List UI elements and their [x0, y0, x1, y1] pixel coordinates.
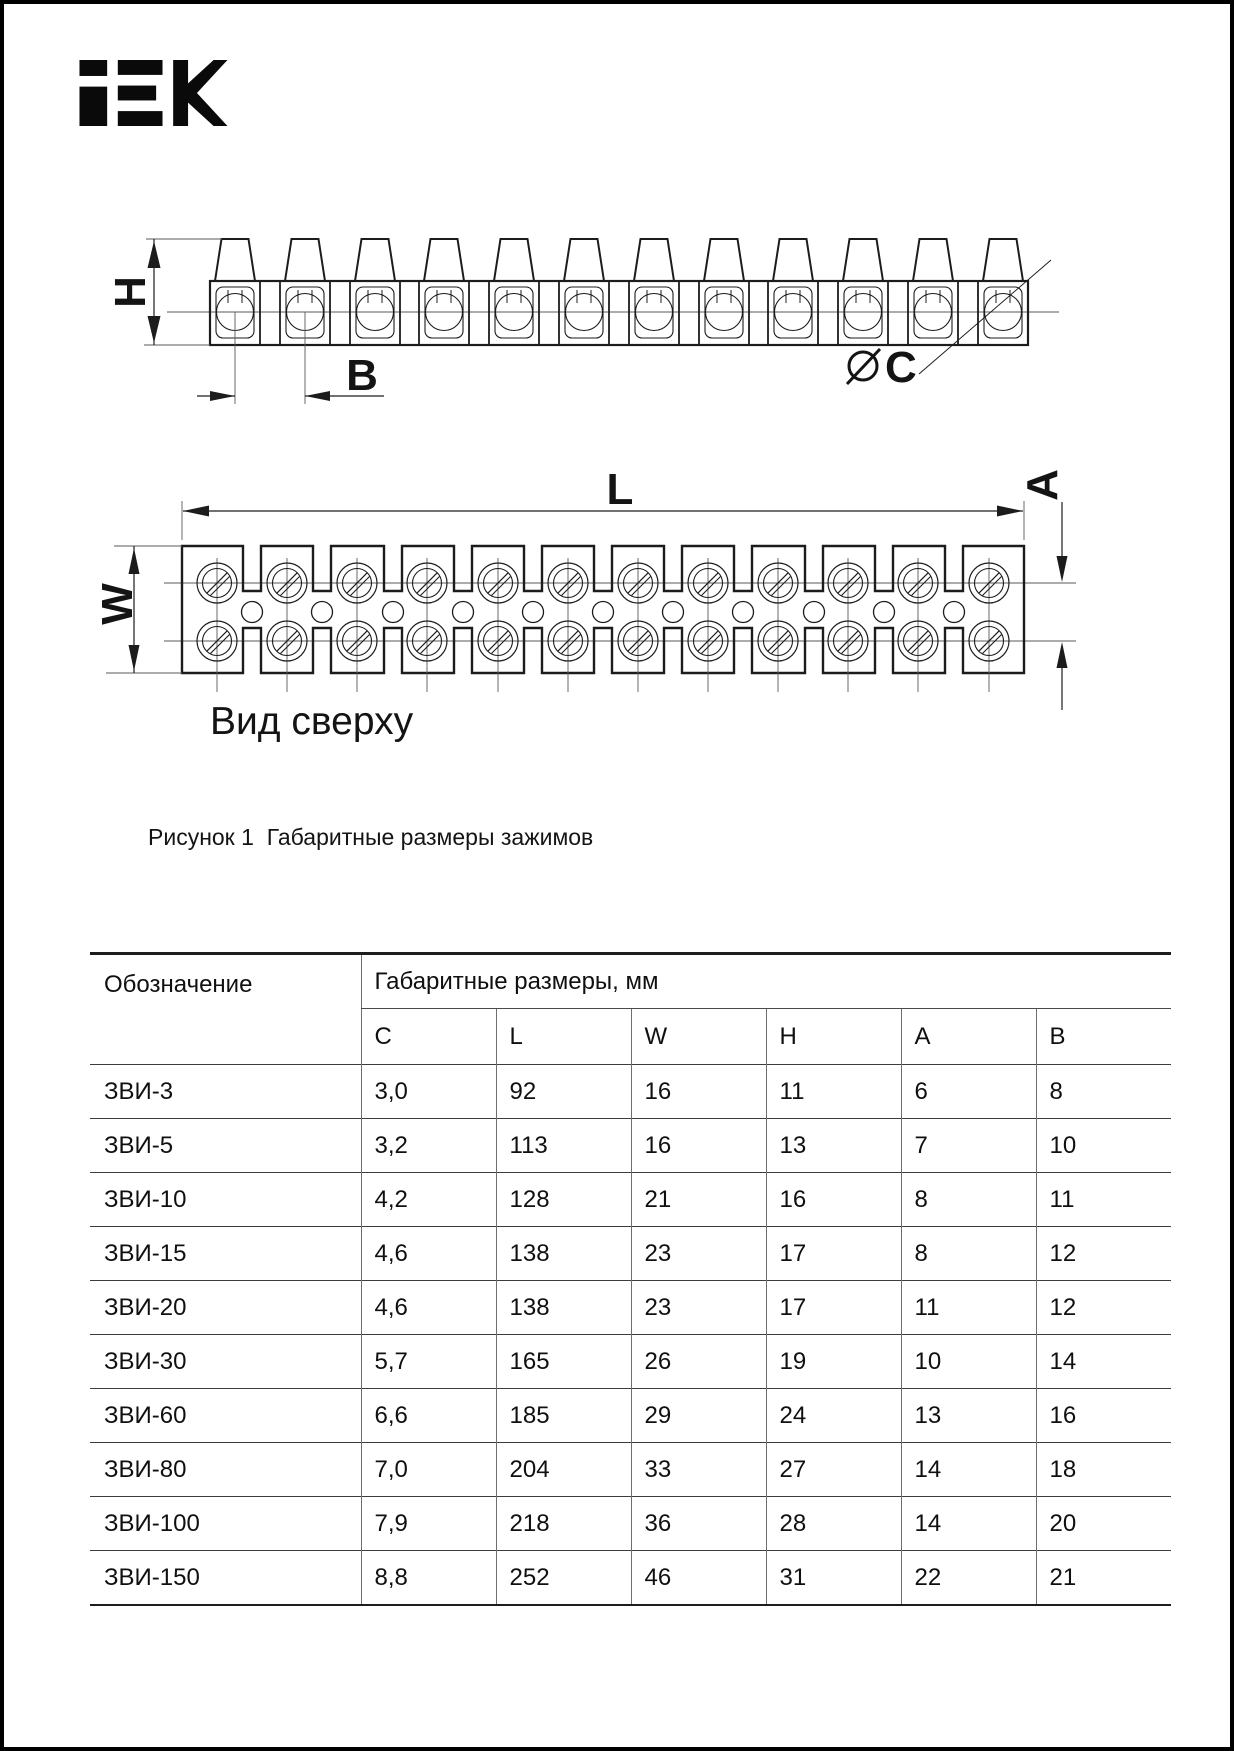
- terminal-strip-body: [210, 281, 1028, 345]
- cell-W: 21: [631, 1173, 766, 1227]
- cell-B: 20: [1036, 1497, 1171, 1551]
- wire-holes: [242, 602, 965, 623]
- table-row: [90, 1335, 1171, 1389]
- table-row: [90, 1173, 1171, 1227]
- cell-H: 11: [766, 1065, 901, 1119]
- dim-C: [847, 260, 1051, 392]
- terminal-unit: [838, 239, 888, 345]
- cell-B: 12: [1036, 1227, 1171, 1281]
- cell-H: 13: [766, 1119, 901, 1173]
- cell-B: 14: [1036, 1335, 1171, 1389]
- cell-C: 4,6: [361, 1227, 496, 1281]
- cell-C: 6,6: [361, 1389, 496, 1443]
- cell-L: 252: [496, 1551, 631, 1606]
- top-view: [93, 465, 1076, 743]
- dim-label-C: C: [885, 343, 917, 392]
- column-group-header: Габаритные размеры, мм: [361, 954, 1171, 1009]
- figure-caption: Рисунок 1 Габаритные размеры зажимов: [148, 824, 594, 850]
- cell-W: 46: [631, 1551, 766, 1606]
- column-header-L: L: [496, 1009, 631, 1065]
- terminal-unit: [699, 239, 749, 345]
- dim-label-W: W: [93, 583, 142, 625]
- cell-W: 36: [631, 1497, 766, 1551]
- dim-label-L: L: [606, 465, 634, 514]
- cell-designation: ЗВИ-3: [90, 1065, 361, 1119]
- cell-W: 23: [631, 1227, 766, 1281]
- cell-designation: ЗВИ-5: [90, 1119, 361, 1173]
- cell-designation: ЗВИ-60: [90, 1389, 361, 1443]
- dim-W: [93, 546, 182, 673]
- table-row: [90, 1389, 1171, 1443]
- dim-label-B: B: [346, 351, 378, 400]
- terminal-unit: [489, 239, 539, 345]
- cell-W: 33: [631, 1443, 766, 1497]
- cell-A: 14: [901, 1497, 1036, 1551]
- cell-W: 26: [631, 1335, 766, 1389]
- cell-C: 5,7: [361, 1335, 496, 1389]
- table-row: [90, 1443, 1171, 1497]
- cell-A: 22: [901, 1551, 1036, 1606]
- cell-L: 204: [496, 1443, 631, 1497]
- terminal-unit: [559, 239, 609, 345]
- cell-H: 16: [766, 1173, 901, 1227]
- cell-designation: ЗВИ-80: [90, 1443, 361, 1497]
- cell-H: 17: [766, 1281, 901, 1335]
- column-header-C: C: [361, 1009, 496, 1065]
- terminal-unit: [978, 239, 1028, 345]
- column-header-B: B: [1036, 1009, 1171, 1065]
- table-header-row-1: [90, 954, 1171, 1009]
- cell-B: 18: [1036, 1443, 1171, 1497]
- table-row: [90, 1281, 1171, 1335]
- cell-C: 3,0: [361, 1065, 496, 1119]
- cell-L: 113: [496, 1119, 631, 1173]
- terminal-unit: [350, 239, 400, 345]
- cell-L: 138: [496, 1227, 631, 1281]
- top-view-label: Вид сверху: [210, 700, 414, 743]
- cell-H: 27: [766, 1443, 901, 1497]
- table-row: [90, 1227, 1171, 1281]
- table-row: [90, 1065, 1171, 1119]
- cell-designation: ЗВИ-10: [90, 1173, 361, 1227]
- cell-W: 16: [631, 1065, 766, 1119]
- cell-H: 31: [766, 1551, 901, 1606]
- cell-L: 165: [496, 1335, 631, 1389]
- cell-designation: ЗВИ-100: [90, 1497, 361, 1551]
- cell-A: 13: [901, 1389, 1036, 1443]
- cell-B: 16: [1036, 1389, 1171, 1443]
- cell-W: 16: [631, 1119, 766, 1173]
- table-row: [90, 1119, 1171, 1173]
- dim-L: [182, 465, 1024, 540]
- table-row: [90, 1497, 1171, 1551]
- column-header-H: H: [766, 1009, 901, 1065]
- dim-label-A: A: [1018, 469, 1067, 501]
- figure-1-drawing: [4, 4, 1234, 904]
- table-row: [90, 1551, 1171, 1606]
- side-view: [106, 239, 1059, 404]
- cell-C: 7,9: [361, 1497, 496, 1551]
- cell-A: 8: [901, 1173, 1036, 1227]
- cell-L: 185: [496, 1389, 631, 1443]
- terminal-unit: [629, 239, 679, 345]
- column-header-designation: Обозначение: [104, 971, 253, 998]
- cell-designation: ЗВИ-15: [90, 1227, 361, 1281]
- cell-A: 11: [901, 1281, 1036, 1335]
- cell-B: 12: [1036, 1281, 1171, 1335]
- cell-L: 92: [496, 1065, 631, 1119]
- dimensions-table: [90, 952, 1171, 1606]
- cell-H: 24: [766, 1389, 901, 1443]
- column-header-A: A: [901, 1009, 1036, 1065]
- terminal-unit: [768, 239, 818, 345]
- cell-C: 4,6: [361, 1281, 496, 1335]
- cell-A: 10: [901, 1335, 1036, 1389]
- cell-designation: ЗВИ-20: [90, 1281, 361, 1335]
- terminal-strip-outline: [182, 546, 1024, 673]
- cell-C: 8,8: [361, 1551, 496, 1606]
- terminal-unit: [908, 239, 958, 345]
- cell-C: 7,0: [361, 1443, 496, 1497]
- cell-A: 14: [901, 1443, 1036, 1497]
- dim-A: [1018, 469, 1068, 710]
- cell-L: 138: [496, 1281, 631, 1335]
- cell-B: 11: [1036, 1173, 1171, 1227]
- column-header-W: W: [631, 1009, 766, 1065]
- cell-designation: ЗВИ-30: [90, 1335, 361, 1389]
- cell-W: 23: [631, 1281, 766, 1335]
- terminal-unit: [419, 239, 469, 345]
- dim-label-H: H: [106, 276, 155, 308]
- cell-C: 4,2: [361, 1173, 496, 1227]
- cell-B: 10: [1036, 1119, 1171, 1173]
- cell-B: 8: [1036, 1065, 1171, 1119]
- cell-H: 17: [766, 1227, 901, 1281]
- cell-designation: ЗВИ-150: [90, 1551, 361, 1606]
- dim-H: [106, 239, 222, 345]
- cell-H: 28: [766, 1497, 901, 1551]
- cell-L: 218: [496, 1497, 631, 1551]
- cell-C: 3,2: [361, 1119, 496, 1173]
- cell-W: 29: [631, 1389, 766, 1443]
- cell-H: 19: [766, 1335, 901, 1389]
- cell-L: 128: [496, 1173, 631, 1227]
- cell-A: 7: [901, 1119, 1036, 1173]
- cell-A: 8: [901, 1227, 1036, 1281]
- cell-A: 6: [901, 1065, 1036, 1119]
- cell-B: 21: [1036, 1551, 1171, 1606]
